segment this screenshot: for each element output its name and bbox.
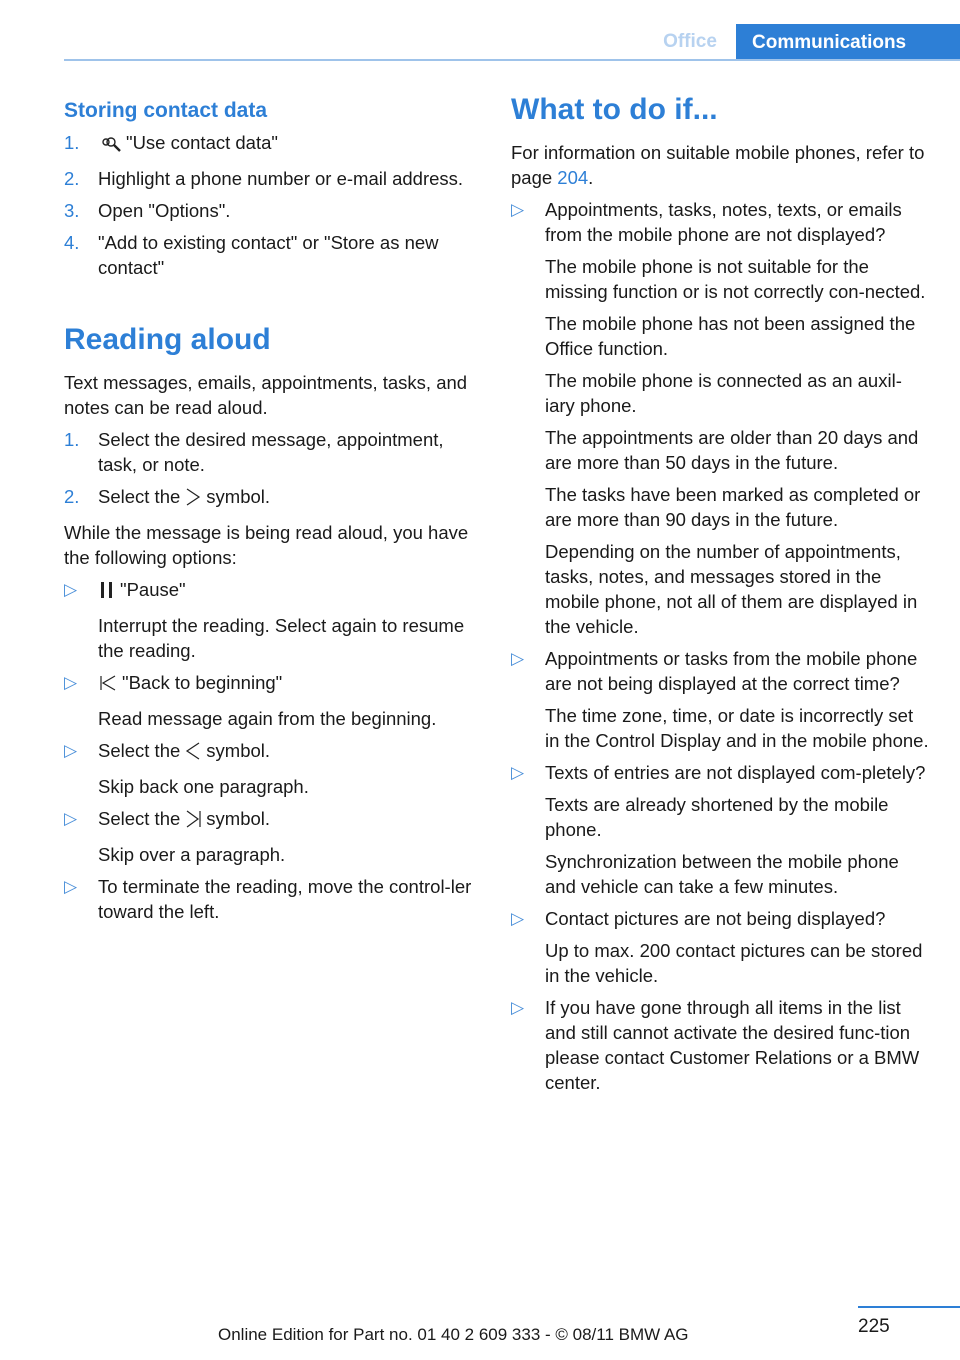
section-tab-office: Office xyxy=(663,31,717,52)
answer-text: The tasks have been marked as completed or are more than 90 days in the future. xyxy=(545,484,921,530)
whatif-intro xyxy=(511,140,929,190)
option-description: Read message again from the beginning. xyxy=(98,708,437,729)
options-intro: While the message is being read aloud, you have the following options: xyxy=(64,522,469,568)
option-text-post: symbol. xyxy=(206,808,271,829)
answer-text: Texts are already shortened by the mobile phone. xyxy=(545,794,889,840)
answer-text: The appointments are older than 20 days and are more than 50 days in the future. xyxy=(545,427,919,473)
option-label: "Pause" xyxy=(120,579,186,600)
step-text-post: symbol. xyxy=(206,486,271,507)
option-text: To terminate the reading, move the control-ler toward the left. xyxy=(98,876,472,922)
footer-edition-text: Online Edition for Part no. 01 40 2 609 333 - © 08/11 BMW AG xyxy=(218,1325,689,1344)
step-number: 2. xyxy=(64,168,80,189)
pause-icon xyxy=(98,580,116,606)
option-label: "Back to beginning" xyxy=(122,672,283,693)
list-item xyxy=(511,995,929,1095)
section-tab-communications: Communications xyxy=(736,24,960,61)
list-item xyxy=(64,670,480,731)
left-column xyxy=(64,92,480,931)
step-text: Highlight a phone number or e-mail address. xyxy=(98,168,464,189)
bullet-triangle-icon: ▷ xyxy=(64,741,78,760)
heading-what-to-do-if: What to do if... xyxy=(511,93,718,126)
bullet-triangle-icon: ▷ xyxy=(511,998,525,1017)
bullet-triangle-icon: ▷ xyxy=(64,580,78,599)
whatif-intro-end: . xyxy=(588,167,594,188)
bullet-triangle-icon: ▷ xyxy=(511,909,525,928)
list-item xyxy=(64,484,480,513)
list-item xyxy=(64,806,480,867)
answer-text: Up to max. 200 contact pictures can be stored in the vehicle. xyxy=(545,940,923,986)
option-text-pre: Select the xyxy=(98,808,181,829)
step-number: 2. xyxy=(64,486,80,507)
step-text: Open "Options". xyxy=(98,200,231,221)
bullet-triangle-icon: ▷ xyxy=(64,809,78,828)
question-text: Texts of entries are not displayed com-pletely? xyxy=(545,762,926,783)
back-to-beginning-icon xyxy=(98,673,118,699)
list-item xyxy=(511,906,929,988)
question-text: Appointments, tasks, notes, texts, or emails from the mobile phone are not displayed? xyxy=(545,199,902,245)
page-number: 225 xyxy=(858,1316,890,1337)
answer-text: Synchronization between the mobile phone and vehicle can take a few minutes. xyxy=(545,851,899,897)
answer-text: The time zone, time, or date is incorrectly set in the Control Display and in the mobile phone. xyxy=(545,705,929,751)
option-description: Interrupt the reading. Select again to resume the reading. xyxy=(98,615,465,661)
question-text: Contact pictures are not being displayed? xyxy=(545,908,886,929)
list-item xyxy=(64,198,480,223)
page-link[interactable]: 204 xyxy=(557,167,589,188)
skip-forward-icon xyxy=(184,809,202,835)
step-text: Select the desired message, appointment, task, or note. xyxy=(98,429,444,475)
step-text: "Use contact data" xyxy=(126,132,278,153)
step-text: "Add to existing contact" or "Store as new contact" xyxy=(98,232,439,278)
play-icon xyxy=(184,487,202,513)
step-number: 3. xyxy=(64,200,80,221)
answer-text: Depending on the number of appointments, tasks, notes, and messages stored in the mobile phone, not all of them are displayed in the vehicle. xyxy=(545,541,918,637)
footer-rule xyxy=(858,1306,960,1308)
heading-storing-contact-data: Storing contact data xyxy=(64,99,268,122)
list-item xyxy=(511,760,929,899)
step-number: 1. xyxy=(64,132,80,153)
list-item xyxy=(511,646,929,753)
list-item xyxy=(64,427,480,477)
answer-text: The mobile phone is connected as an auxil-iary phone. xyxy=(545,370,902,416)
heading-reading-aloud: Reading aloud xyxy=(64,323,271,356)
list-item xyxy=(64,166,480,191)
page-header xyxy=(0,0,960,62)
whatif-intro-text: For information on suitable mobile phones, refer to page xyxy=(511,142,925,188)
answer-text: The mobile phone has not been assigned the Office function. xyxy=(545,313,916,359)
list-item xyxy=(511,197,929,639)
list-item xyxy=(64,874,480,924)
list-item xyxy=(64,130,480,159)
option-text-post: symbol. xyxy=(206,740,271,761)
step-text-pre: Select the xyxy=(98,486,181,507)
right-column xyxy=(511,92,929,1102)
list-item xyxy=(64,738,480,799)
bullet-triangle-icon: ▷ xyxy=(511,649,525,668)
step-number: 1. xyxy=(64,429,80,450)
step-number: 4. xyxy=(64,232,80,253)
option-text-pre: Select the xyxy=(98,740,181,761)
skip-back-icon xyxy=(184,741,202,767)
reading-intro: Text messages, emails, appointments, tasks, and notes can be read aloud. xyxy=(64,372,468,418)
bullet-triangle-icon: ▷ xyxy=(511,763,525,782)
question-text: If you have gone through all items in the list and still cannot activate the desired func-tion please contact Customer Relations or a BMW center. xyxy=(545,997,920,1093)
list-item xyxy=(64,230,480,280)
option-description: Skip over a paragraph. xyxy=(98,844,286,865)
bullet-triangle-icon: ▷ xyxy=(64,673,78,692)
question-text: Appointments or tasks from the mobile phone are not being displayed at the correct time? xyxy=(545,648,918,694)
bullet-triangle-icon: ▷ xyxy=(64,877,78,896)
bullet-triangle-icon: ▷ xyxy=(511,200,525,219)
magnify-contact-icon xyxy=(98,134,122,159)
answer-text: The mobile phone is not suitable for the missing function or is not correctly con-nected. xyxy=(545,256,926,302)
option-description: Skip back one paragraph. xyxy=(98,776,309,797)
list-item xyxy=(64,577,480,663)
header-rule xyxy=(64,59,960,61)
